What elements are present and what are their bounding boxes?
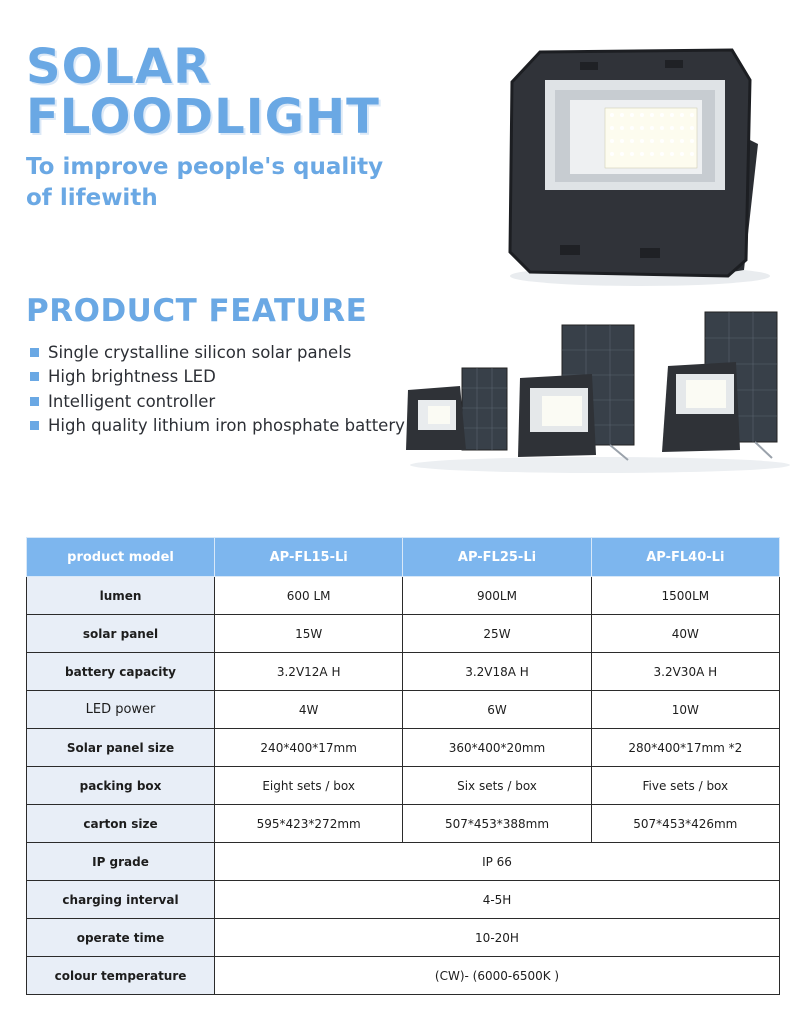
feature-item: High brightness LED: [30, 365, 405, 390]
table-cell: 4W: [215, 691, 403, 729]
table-cell: 10-20H: [215, 919, 780, 957]
bullet-square-icon: [30, 397, 39, 406]
table-cell: 3.2V30A H: [591, 653, 779, 691]
table-cell: 15W: [215, 615, 403, 653]
table-row: [27, 691, 780, 729]
row-label: LED power: [27, 691, 215, 729]
row-label: Solar panel size: [27, 729, 215, 767]
column-header: AP-FL15-Li: [215, 538, 403, 577]
table-cell: 6W: [403, 691, 591, 729]
table-row: [27, 805, 780, 843]
row-label: operate time: [27, 919, 215, 957]
table-row: [27, 615, 780, 653]
table-cell: 240*400*17mm: [215, 729, 403, 767]
table-row: [27, 957, 780, 995]
table-cell: 4-5H: [215, 881, 780, 919]
bullet-square-icon: [30, 421, 39, 430]
table-cell: (CW)- (6000-6500K ): [215, 957, 780, 995]
table-cell: 507*453*388mm: [403, 805, 591, 843]
product-lineup-image: [400, 300, 795, 475]
row-label: carton size: [27, 805, 215, 843]
table-cell: Eight sets / box: [215, 767, 403, 805]
table-cell: 507*453*426mm: [591, 805, 779, 843]
hero-title: [26, 39, 380, 145]
hero-title-line2: FLOODLIGHT: [26, 89, 380, 145]
spec-table: [26, 537, 780, 995]
column-header: AP-FL25-Li: [403, 538, 591, 577]
table-cell: 1500LM: [591, 577, 779, 615]
row-label: colour temperature: [27, 957, 215, 995]
table-cell: 40W: [591, 615, 779, 653]
table-cell: 3.2V18A H: [403, 653, 591, 691]
row-label: IP grade: [27, 843, 215, 881]
row-label: solar panel: [27, 615, 215, 653]
table-row: [27, 919, 780, 957]
table-row: [27, 729, 780, 767]
table-row: [27, 653, 780, 691]
table-cell: 3.2V12A H: [215, 653, 403, 691]
row-label: lumen: [27, 577, 215, 615]
row-label: charging interval: [27, 881, 215, 919]
feature-item: High quality lithium iron phosphate battery: [30, 414, 405, 439]
feature-item: Single crystalline silicon solar panels: [30, 340, 405, 365]
floodlight-product-image: [500, 40, 780, 290]
table-cell: 900LM: [403, 577, 591, 615]
table-cell: Five sets / box: [591, 767, 779, 805]
table-row: [27, 881, 780, 919]
table-cell: 360*400*20mm: [403, 729, 591, 767]
table-cell: 10W: [591, 691, 779, 729]
row-label: packing box: [27, 767, 215, 805]
table-header-row: [27, 538, 780, 577]
column-header: product model: [27, 538, 215, 577]
table-row: [27, 843, 780, 881]
table-cell: 280*400*17mm *2: [591, 729, 779, 767]
table-cell: Six sets / box: [403, 767, 591, 805]
feature-list: [30, 340, 405, 438]
table-cell: 595*423*272mm: [215, 805, 403, 843]
hero-title-line1: SOLAR: [26, 39, 212, 95]
bullet-square-icon: [30, 372, 39, 381]
table-cell: 600 LM: [215, 577, 403, 615]
row-label: battery capacity: [27, 653, 215, 691]
hero-subtitle: To improve people's quality of lifewith: [26, 154, 384, 211]
table-cell: 25W: [403, 615, 591, 653]
column-header: AP-FL40-Li: [591, 538, 779, 577]
bullet-square-icon: [30, 348, 39, 357]
feature-item: Intelligent controller: [30, 389, 405, 414]
section-heading: PRODUCT FEATURE: [26, 293, 368, 329]
table-row: [27, 767, 780, 805]
table-row: [27, 577, 780, 615]
table-cell: IP 66: [215, 843, 780, 881]
